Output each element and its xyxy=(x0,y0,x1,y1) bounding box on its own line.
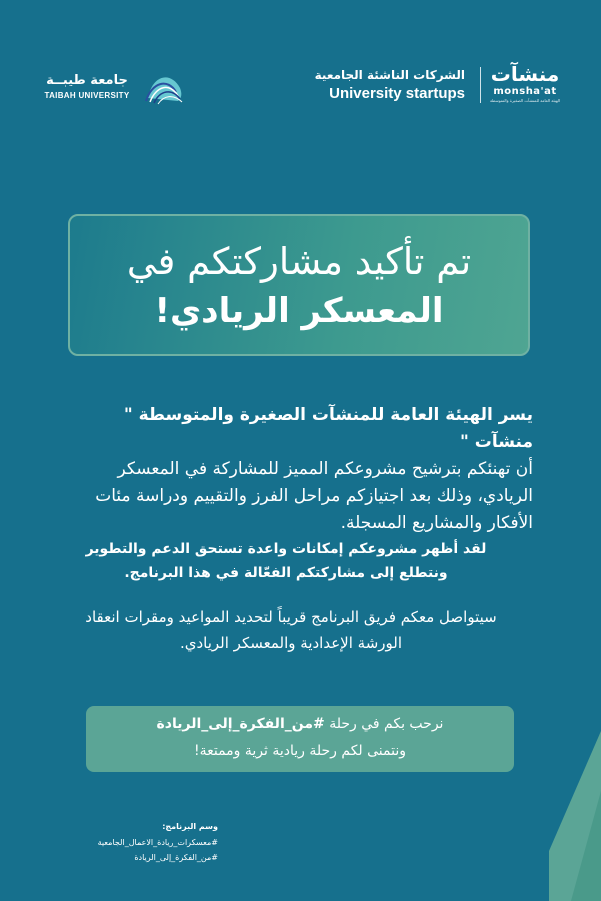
taibah-arabic: جامعة طيبــة xyxy=(46,73,128,88)
taibah-wave-logo-icon xyxy=(142,68,186,106)
paragraph-congratulations xyxy=(63,402,533,537)
welcome-box xyxy=(86,706,514,772)
taibah-text xyxy=(42,72,132,102)
hashtags-heading: وسم البرنامج: xyxy=(162,822,218,831)
paragraph-lead: يسر الهيئة العامة للمنشآت الصغيرة والمتوسطة " منشآت " xyxy=(123,405,533,452)
startups-english: University startups xyxy=(329,85,465,102)
monshaat-logo-arabic: منشآت xyxy=(490,62,560,86)
title-line-2: المعسكر الريادي! xyxy=(154,291,444,331)
startups-arabic: الشركات الناشئة الجامعية xyxy=(314,68,465,82)
hashtag-item: #من_الفكرة_إلى_الريادة xyxy=(134,853,218,862)
welcome-line-2: ونتمنى لكم رحلة ريادية ثرية وممتعة! xyxy=(193,743,407,759)
title-line-1: تم تأكيد مشاركتكم في xyxy=(126,240,472,283)
header xyxy=(0,62,601,112)
paragraph-contact: سيتواصل معكم فريق البرنامج قريباً لتحديد المواعيد ومقرات انعقاد الورشة الإعدادية والمعسكر الريادي. xyxy=(85,608,497,652)
welcome-hashtag: #من_الفكرة_إلى_الريادة xyxy=(156,716,325,732)
paragraph-potential: لقد أظهر مشروعكم إمكانات واعدة تستحق الدعم والتطوير ونتطلع إلى مشاركتكم الفعّالة في هذا البرنامج. xyxy=(85,541,487,581)
title-box xyxy=(68,214,530,356)
monshaat-logo xyxy=(489,62,561,110)
welcome-line-1 xyxy=(86,711,514,738)
hashtag-item: #معسكرات_ريادة_الاعمال_الجامعية xyxy=(97,838,218,847)
welcome-prefix: نرحب بكم في رحلة xyxy=(329,716,444,732)
taibah-university-logo xyxy=(42,68,187,108)
header-divider xyxy=(480,67,481,103)
corner-decoration-icon xyxy=(521,731,601,901)
taibah-english: TAIBAH UNIVERSITY xyxy=(44,91,130,100)
paragraph-body: أن تهنئكم بترشيح مشروعكم المميز للمشاركة في المعسكر الريادي، وذلك بعد اجتيازكم مراحل الفرز والتقييم ودراسة مئات الأفكار والمشاريع المسجلة. xyxy=(95,459,533,533)
monshaat-logo-latin: monsha'at xyxy=(493,86,557,97)
program-hashtags xyxy=(18,819,218,865)
monshaat-logo-tagline: الهيئة العامة للمنشآت الصغيرة والمتوسطة xyxy=(489,98,561,103)
university-startups-label xyxy=(315,66,465,104)
